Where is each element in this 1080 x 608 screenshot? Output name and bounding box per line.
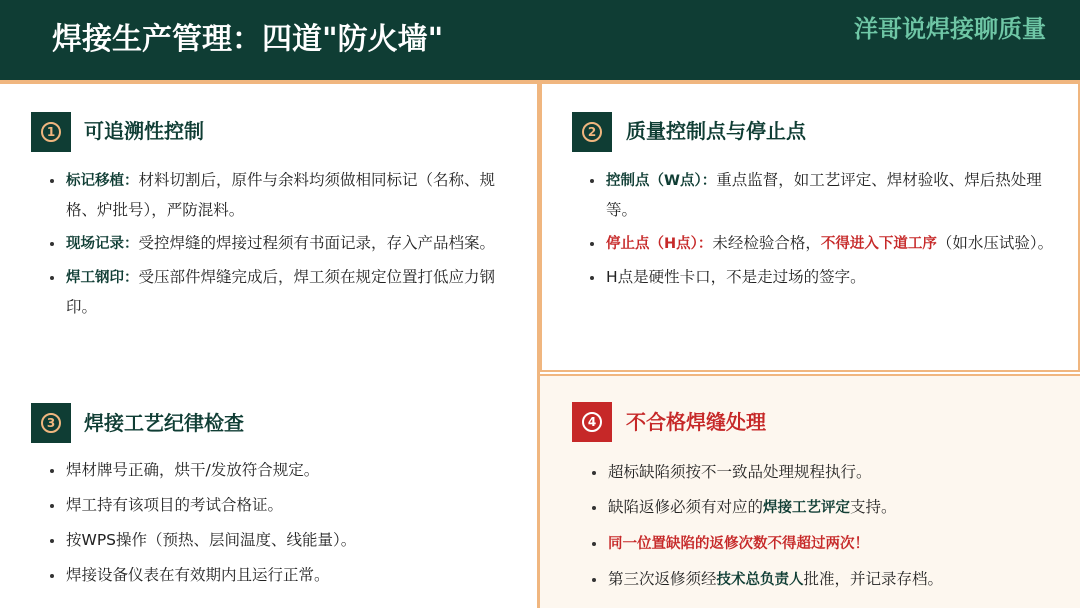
item-text: 受压部件焊缝完成后，焊工须在规定位置打低应力钢印。 — [66, 268, 496, 316]
section-process-discipline — [0, 372, 537, 608]
list-item — [590, 166, 1060, 225]
item-text: 批准，并记录存档。 — [803, 570, 944, 588]
list-item — [592, 493, 1062, 523]
item-text: 第三次返修须经 — [608, 570, 717, 588]
brand-logo-text: 洋哥说焊接聊质量 — [854, 15, 1046, 43]
item-text: （如水压试验）。 — [936, 234, 1054, 252]
list-item — [50, 166, 510, 225]
item-text: 支持。 — [850, 498, 897, 516]
section-number-badge — [572, 402, 612, 442]
list-item — [50, 491, 510, 520]
list-item — [50, 456, 510, 485]
item-text: H点是硬性卡口，不是走过场的签字。 — [606, 268, 866, 286]
circled-number-2: 2 — [582, 122, 602, 142]
list-item — [590, 229, 1060, 259]
section-title: 可追溯性控制 — [84, 119, 204, 143]
circled-number-1: 1 — [41, 122, 61, 142]
item-text: 受控焊缝的焊接过程须有书面记录，存入产品档案。 — [138, 234, 496, 252]
section-control-points — [540, 84, 1080, 372]
section-title: 焊接工艺纪律检查 — [84, 411, 244, 435]
section-number-badge — [31, 112, 71, 152]
item-emphasis: 焊接工艺评定 — [763, 500, 851, 516]
header-bar — [0, 0, 1080, 80]
list-item — [50, 263, 510, 322]
list-item — [592, 565, 1062, 595]
item-label: 焊工钢印： — [66, 270, 139, 286]
section-list — [590, 166, 1060, 292]
item-text: 材料切割后，原件与余料均须做相同标记（名称、规格、炉批号），严防混料。 — [66, 171, 496, 219]
item-label: 控制点（W点）： — [606, 173, 717, 189]
list-item — [50, 526, 510, 555]
item-text: 未经检验合格， — [712, 234, 821, 252]
section-title: 不合格焊缝处理 — [626, 410, 766, 434]
item-text: 缺陷返修必须有对应的 — [608, 498, 764, 516]
list-item — [590, 263, 1060, 292]
item-text: 焊工持有该项目的考试合格证。 — [66, 496, 284, 514]
section-number-badge — [31, 403, 71, 443]
item-text: 焊材牌号正确，烘干/发放符合规定。 — [66, 461, 320, 479]
section-number-badge — [572, 112, 612, 152]
item-text: 重点监督，如工艺评定、焊材验收、焊后热处理等。 — [606, 171, 1042, 219]
section-title: 质量控制点与停止点 — [626, 119, 806, 143]
section-list — [50, 456, 510, 590]
section-nonconforming-welds — [538, 374, 1080, 608]
item-text: 超标缺陷须按不一致品处理规程执行。 — [608, 463, 872, 481]
section-list — [592, 458, 1062, 595]
item-label: 标记移植： — [66, 173, 139, 189]
section-traceability — [0, 84, 537, 368]
item-emphasis: 不得进入下道工序 — [820, 236, 937, 252]
item-label: 停止点（H点）： — [606, 236, 713, 252]
circled-number-3: 3 — [41, 413, 61, 433]
page-title: 焊接生产管理：四道"防火墙" — [52, 22, 444, 57]
section-list — [50, 166, 510, 322]
item-label: 现场记录： — [66, 236, 139, 252]
item-emphasis: 技术总负责人 — [716, 572, 804, 588]
list-item — [50, 561, 510, 590]
item-warning-text: 同一位置缺陷的返修次数不得超过两次！ — [608, 536, 869, 552]
circled-number-4: 4 — [582, 412, 602, 432]
item-text: 焊接设备仪表在有效期内且运行正常。 — [66, 566, 330, 584]
list-item — [592, 458, 1062, 487]
item-text: 按WPS操作（预热、层间温度、线能量）。 — [66, 531, 357, 549]
list-item — [50, 229, 510, 259]
list-item — [592, 529, 1062, 559]
